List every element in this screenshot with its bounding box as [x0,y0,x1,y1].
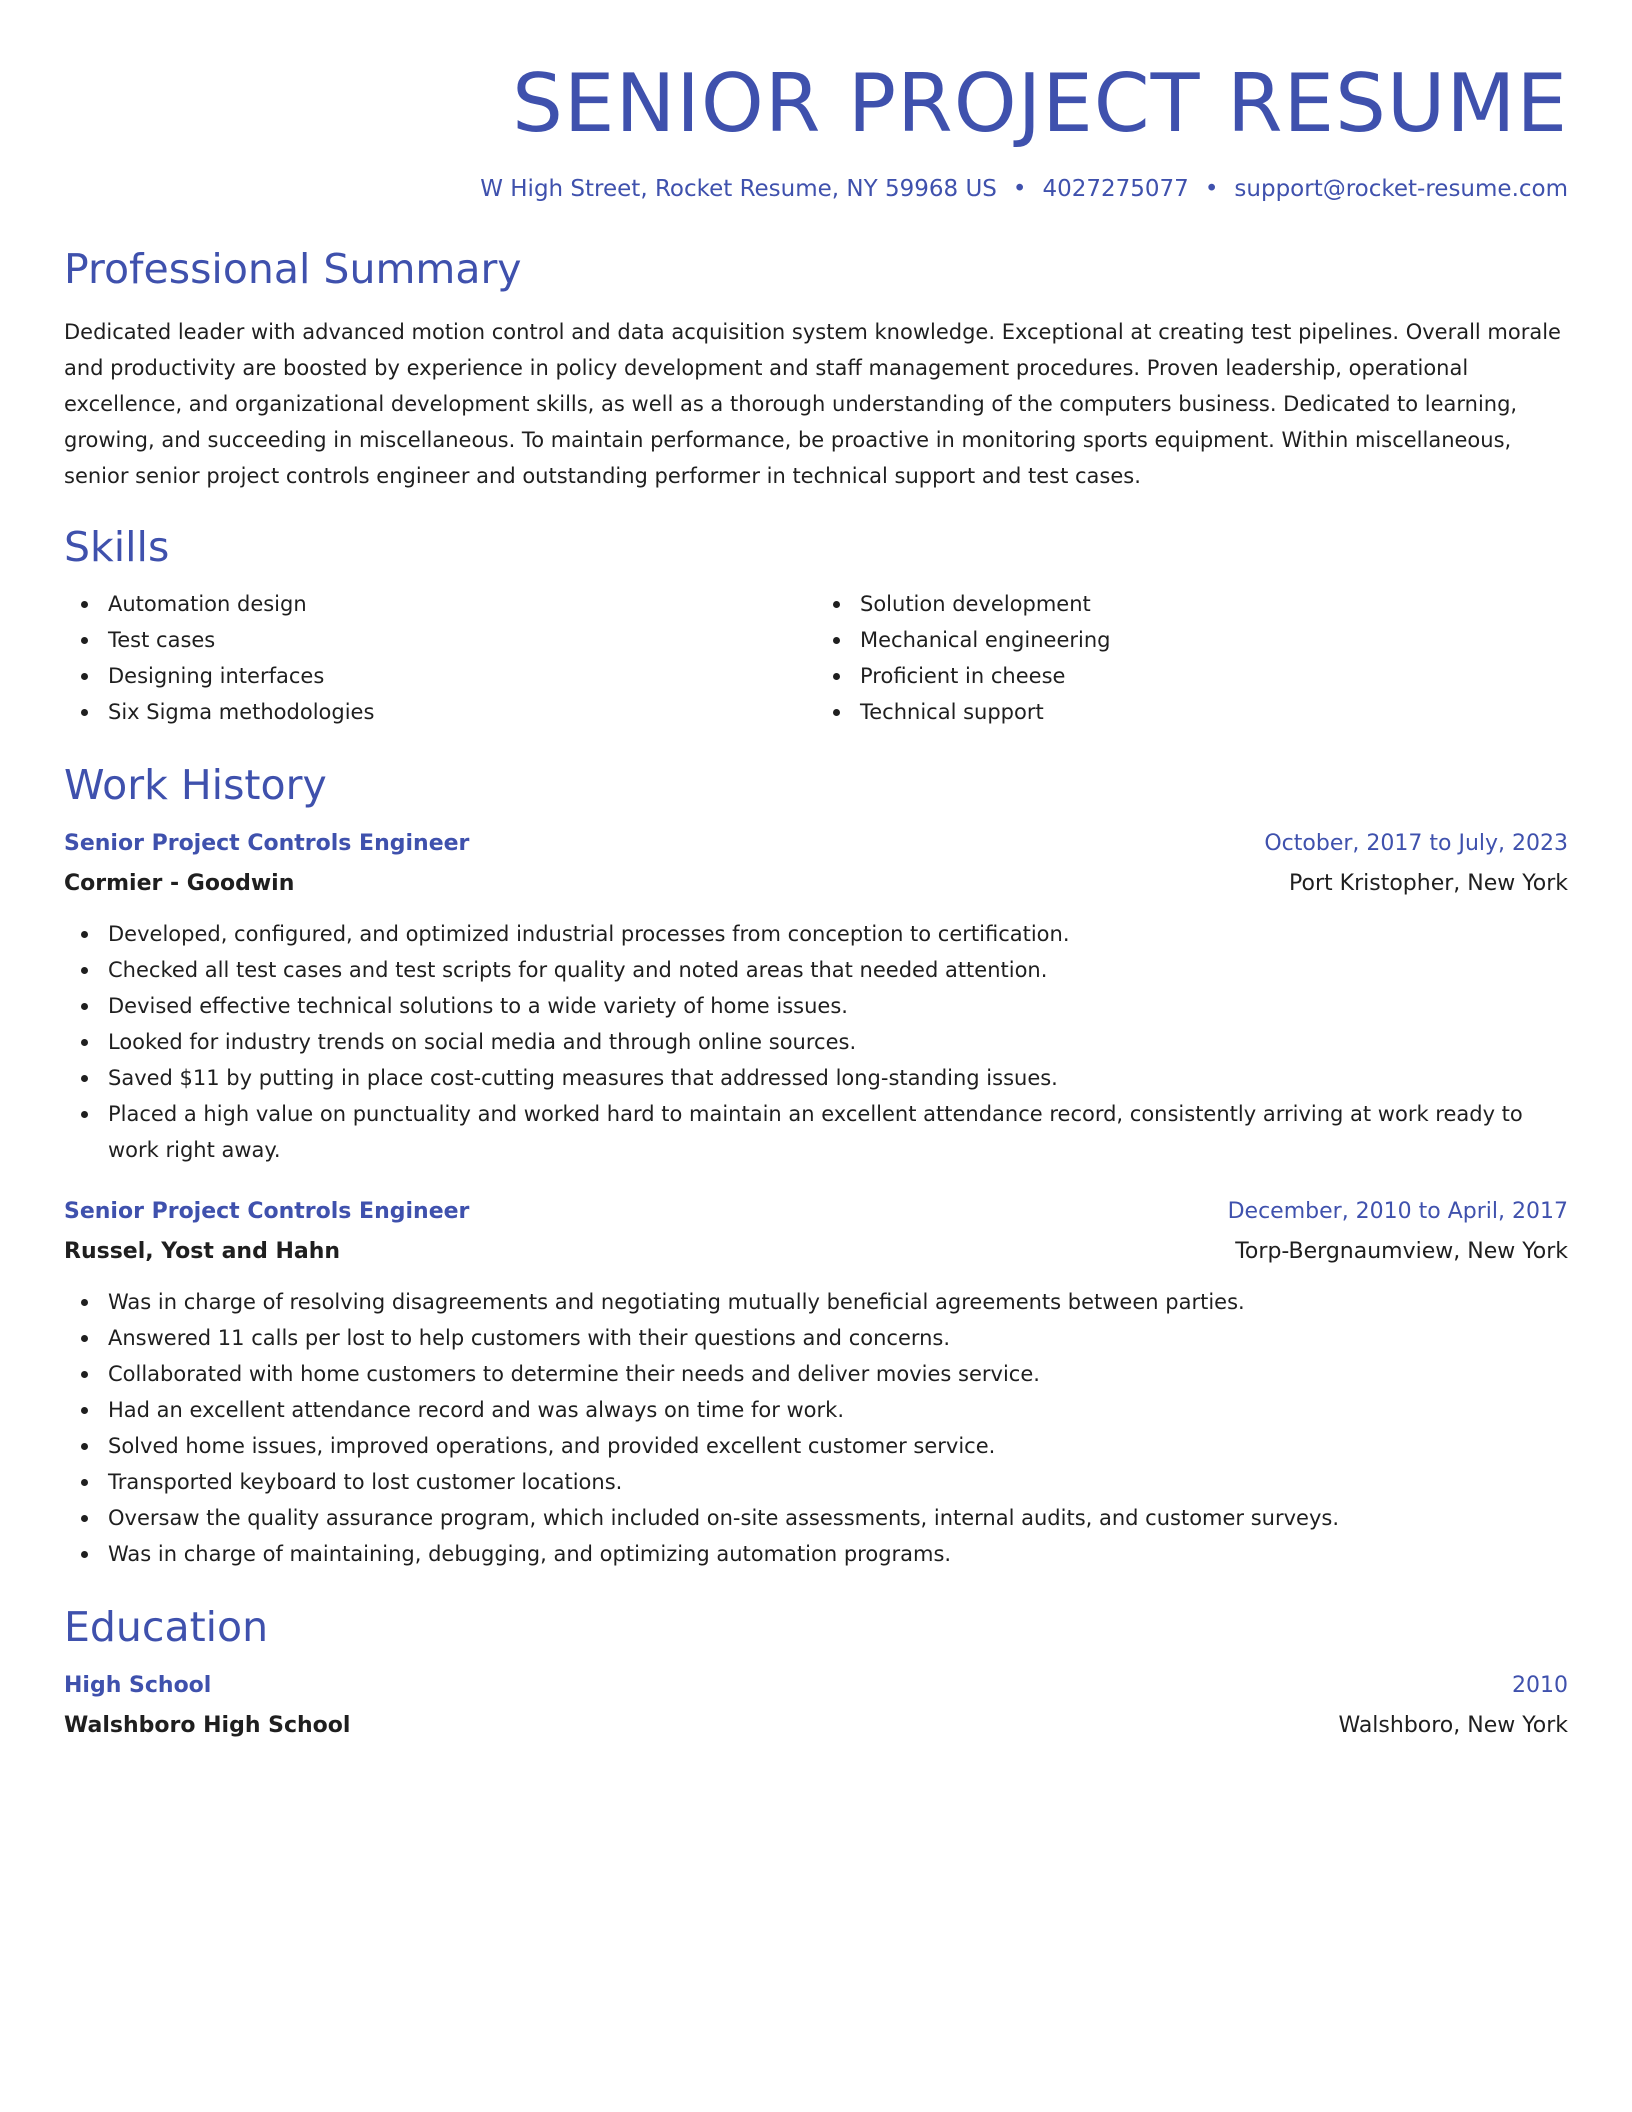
job-bullets [64,1284,1568,1572]
job-bullet: Transported keyboard to lost customer locations. [64,1464,1568,1500]
job-bullet: Was in charge of resolving disagreements and negotiating mutually beneficial agreements between parties. [64,1284,1568,1320]
contact-separator: • [1204,176,1219,202]
skill-item: Designing interfaces [64,658,816,694]
resume-header [64,56,1568,204]
job-bullet: Had an excellent attendance record and was always on time for work. [64,1392,1568,1428]
job-location: Torp-Bergnaumview, New York [1235,1239,1568,1264]
education-school-row [64,1704,1568,1744]
contact-address: W High Street, Rocket Resume, NY 59968 US [480,176,997,202]
job-title: Senior Project Controls Engineer [64,1199,470,1224]
job-title-row [64,826,1568,862]
skill-item: Test cases [64,622,816,658]
job-bullet: Collaborated with home customers to determine their needs and deliver movies service. [64,1356,1568,1392]
work-history-heading: Work History [64,761,327,809]
education-degree: High School [64,1673,212,1698]
skill-item: Technical support [816,694,1568,730]
education-year: 2010 [1512,1673,1568,1698]
job-bullet: Solved home issues, improved operations, and provided excellent customer service. [64,1428,1568,1464]
skill-item: Automation design [64,586,816,622]
skills-list-left [64,586,816,730]
job-bullet: Saved $11 by putting in place cost-cutting measures that addressed long-standing issues. [64,1060,1568,1096]
job-employer-row [64,1230,1568,1270]
job-employer: Russel, Yost and Hahn [64,1239,341,1264]
skills-list-right [816,586,1568,730]
job-employer-row [64,862,1568,902]
education-entry [64,1668,1568,1744]
contact-separator: • [1012,176,1027,202]
contact-phone: 4027275077 [1042,176,1189,202]
work-history-section [64,760,1568,1572]
education-section [64,1602,1568,1744]
job-bullet: Was in charge of maintaining, debugging, and optimizing automation programs. [64,1536,1568,1572]
job-employer: Cormier - Goodwin [64,871,295,896]
job-bullet: Devised effective technical solutions to a wide variety of home issues. [64,988,1568,1024]
job-bullet: Looked for industry trends on social media and through online sources. [64,1024,1568,1060]
job-bullet: Oversaw the quality assurance program, which included on-site assessments, internal audits, and customer surveys. [64,1500,1568,1536]
skills-grid [64,586,1568,730]
job-entry [64,1194,1568,1572]
job-bullet: Answered 11 calls per lost to help customers with their questions and concerns. [64,1320,1568,1356]
summary-text: Dedicated leader with advanced motion control and data acquisition system knowledge. Exceptional at creating test pipelines. Overall morale and productivity are boosted by experience in policy development and staff management procedures. Proven leadership, operational excellence, and organizational development skills, as well as a thorough understanding of the computers business. Dedicated to learning, growing, and succeeding in miscellaneous. To maintain performance, be proactive in monitoring sports equipment. Within miscellaneous, senior senior project controls engineer and outstanding performer in technical support and test cases. [64,320,1561,488]
job-entry [64,826,1568,1168]
education-degree-row [64,1668,1568,1704]
contact-email: support@rocket-resume.com [1234,176,1568,202]
job-bullet: Checked all test cases and test scripts for quality and noted areas that needed attention. [64,952,1568,988]
skills-heading: Skills [64,523,170,571]
summary-section [64,244,1568,494]
job-dates: December, 2010 to April, 2017 [1227,1199,1568,1224]
job-bullets [64,916,1568,1168]
resume-name: SENIOR PROJECT RESUME [512,57,1568,150]
education-location: Walshboro, New York [1338,1713,1568,1738]
skills-section [64,522,1568,730]
job-bullet: Placed a high value on punctuality and worked hard to maintain an excellent attendance record, consistently arriving at work ready to work right away. [64,1096,1568,1168]
education-school: Walshboro High School [64,1713,351,1738]
job-bullet: Developed, configured, and optimized industrial processes from conception to certification. [64,916,1568,952]
education-heading: Education [64,1603,269,1651]
contact-line [64,174,1568,204]
job-location: Port Kristopher, New York [1289,871,1568,896]
skill-item: Solution development [816,586,1568,622]
skill-item: Proficient in cheese [816,658,1568,694]
job-title: Senior Project Controls Engineer [64,831,470,856]
skill-item: Mechanical engineering [816,622,1568,658]
summary-heading: Professional Summary [64,245,522,293]
job-title-row [64,1194,1568,1230]
skill-item: Six Sigma methodologies [64,694,816,730]
job-dates: October, 2017 to July, 2023 [1264,831,1568,856]
